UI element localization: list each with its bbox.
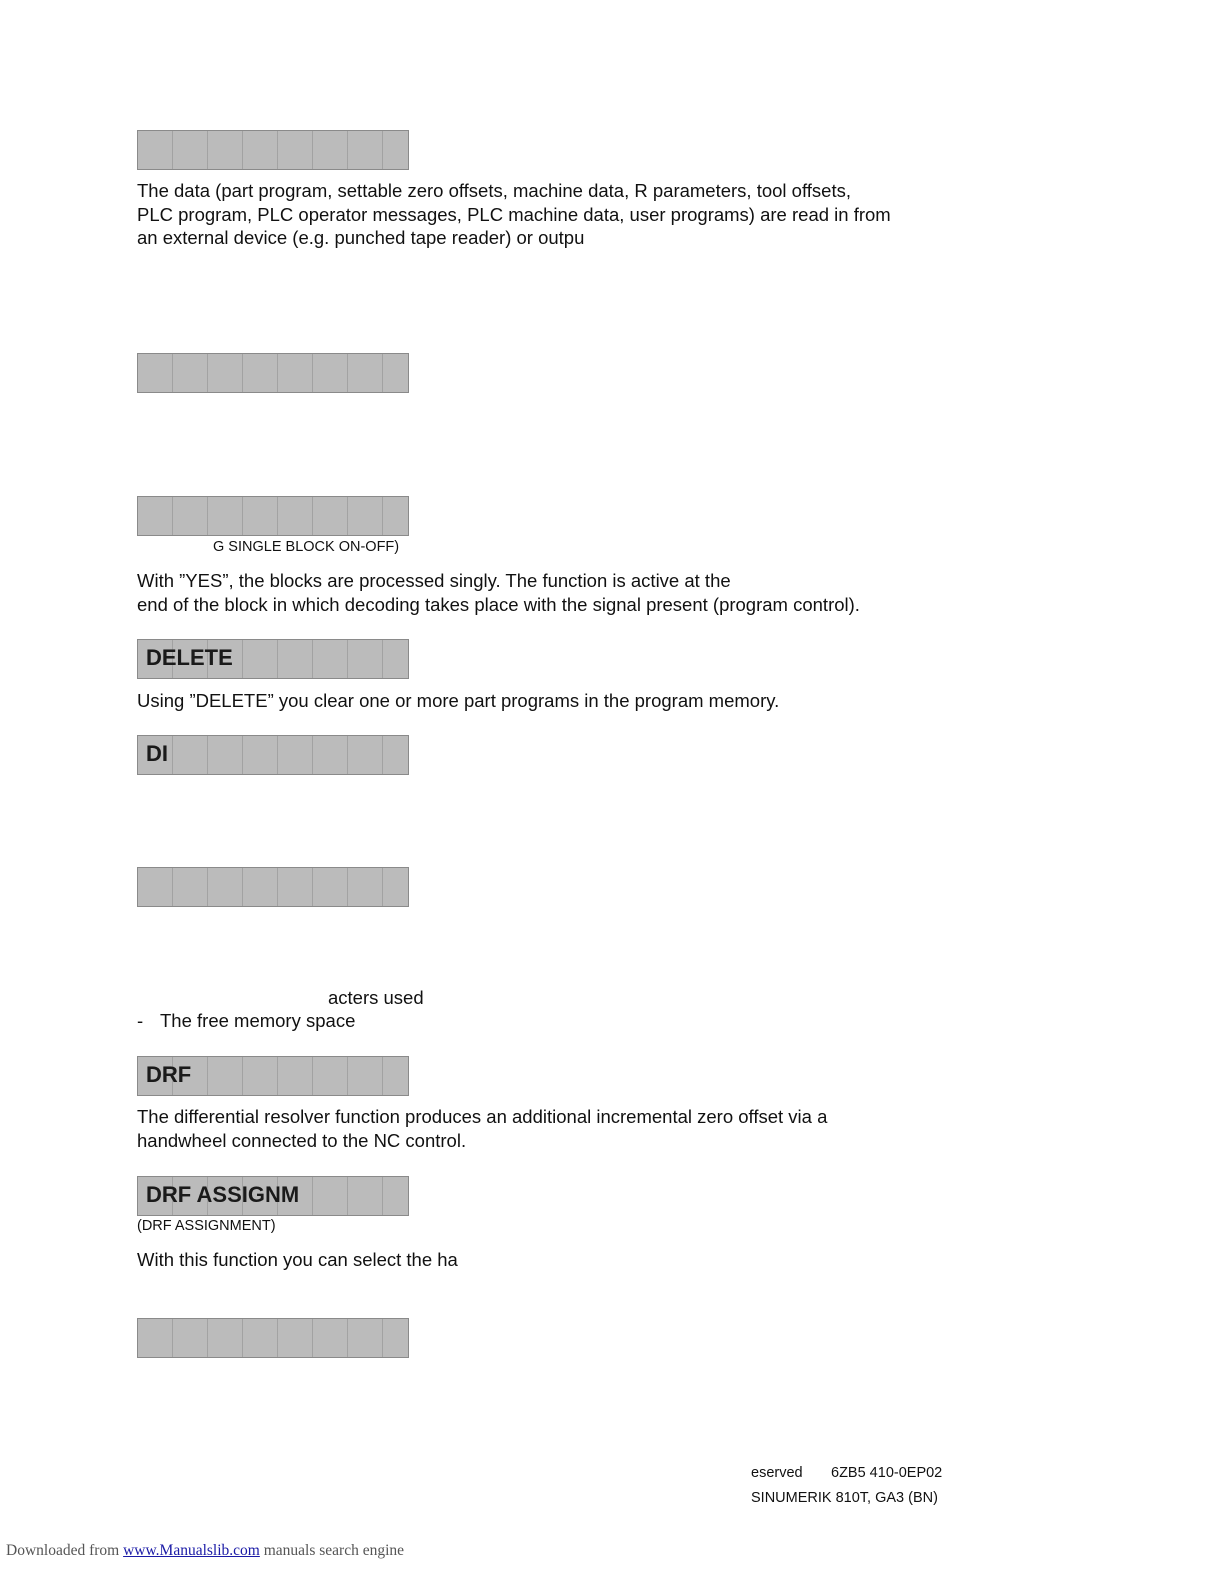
softkey-label: DRF <box>146 1062 192 1087</box>
download-prefix: Downloaded from <box>6 1542 120 1559</box>
download-line <box>6 1542 404 1560</box>
footer-product: SINUMERIK 810T, GA3 (BN) <box>751 1490 938 1506</box>
characters-fragment: acters used <box>328 987 424 1008</box>
free-memory-list-item <box>137 1009 356 1033</box>
drf-softkey-bar <box>137 1056 409 1096</box>
text-line: end of the block in which decoding takes place with the signal present (program control). <box>137 593 860 615</box>
softkey-label: DELETE <box>146 645 233 670</box>
delete-paragraph: Using ”DELETE” you clear one or more part programs in the program memory. <box>137 690 780 711</box>
text-line: handwheel connected to the NC control. <box>137 1129 467 1151</box>
softkey-bar-1 <box>137 130 409 170</box>
softkey-label: DRF ASSIGNM <box>146 1182 300 1207</box>
softkey-bar-6 <box>137 867 409 907</box>
softkey-bar-9 <box>137 1318 409 1358</box>
di-softkey-bar <box>137 735 409 775</box>
manualslib-link[interactable]: www.Manualslib.com <box>123 1542 260 1559</box>
softkey-label: DI <box>146 741 168 766</box>
footer-order-number: 6ZB5 410-0EP02 <box>831 1465 943 1481</box>
text-line: The differential resolver function produces an additional incremental zero offset via a <box>137 1106 828 1127</box>
download-suffix: manuals search engine <box>263 1542 405 1559</box>
footer-reserved: eserved <box>751 1465 803 1481</box>
delete-softkey-bar <box>137 639 409 679</box>
text-line: PLC program, PLC operator messages, PLC machine data, user programs) are read in from <box>137 203 891 225</box>
list-item-text: The free memory space <box>160 1010 356 1031</box>
data-paragraph <box>137 179 891 250</box>
softkey-bar-2 <box>137 353 409 393</box>
drf-assignm-softkey-bar <box>137 1176 409 1216</box>
yes-paragraph <box>137 569 860 616</box>
text-line: an external device (e.g. punched tape reader) or outpu <box>137 227 585 248</box>
text-line: With ”YES”, the blocks are processed singly. The function is active at the <box>137 570 731 591</box>
drf-assignment-caption: (DRF ASSIGNMENT) <box>137 1218 276 1234</box>
single-block-caption: G SINGLE BLOCK ON-OFF) <box>213 539 400 555</box>
drf-paragraph <box>137 1105 827 1152</box>
softkey-bar-3 <box>137 496 409 536</box>
text-line: The data (part program, settable zero offsets, machine data, R parameters, tool offsets, <box>137 180 851 201</box>
drf-assign-paragraph: With this function you can select the ha <box>137 1249 458 1270</box>
list-bullet: - <box>137 1010 144 1031</box>
